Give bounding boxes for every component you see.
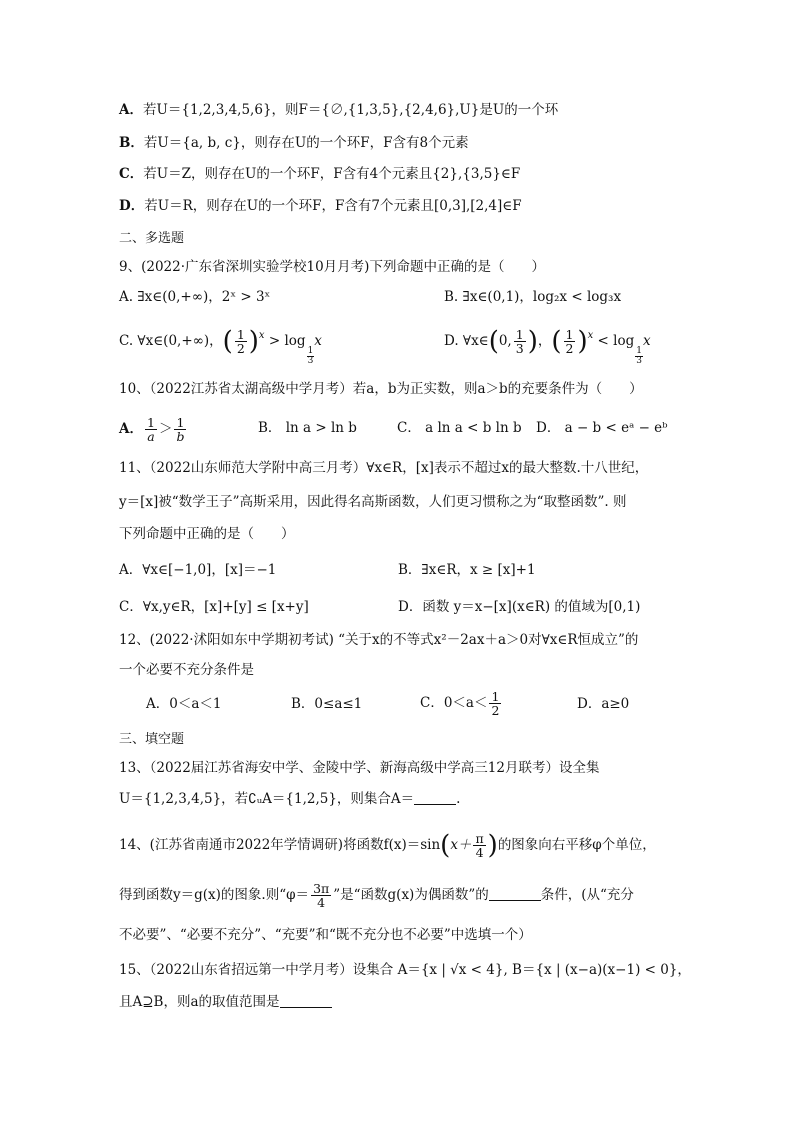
q9-option-d[interactable]: D. ∀x∈(0, $\frac{1}{3}$ )，( $\frac{1}{2}$ )$^x$ < log $\frac{1}{3}$ x [444, 326, 651, 366]
section-multiple-choice-heading: 二、多选题 [119, 231, 185, 246]
fraction-1-over-a: $\frac{1}{a}$ [146, 415, 155, 444]
fraction-one-half-d: $\frac{1}{2}$ [565, 327, 574, 356]
q12-line2: 一个必要不充分条件是 [119, 662, 254, 678]
section-fill-in-heading: 三、填空题 [119, 732, 185, 747]
q15-answer-blank[interactable] [280, 993, 332, 1008]
fraction-one-third: $\frac{1}{3}$ [515, 327, 524, 356]
q11-line3: 下列命题中正确的是（ ） [119, 526, 295, 542]
q8-option-b[interactable]: B．若U＝{a, b, c}，则存在U的一个环F，F含有8个元素 [119, 135, 469, 151]
q13-answer-blank[interactable] [414, 790, 456, 805]
q14-line3: 不必要”、“必要不充分”、“充要”和“既不充分也不必要”中选填一个） [119, 927, 532, 943]
q12-option-c[interactable]: C．0＜a＜ $\frac{1}{2}$ [420, 689, 500, 718]
q10-option-d[interactable]: D． a − b < eᵃ − eᵇ [536, 420, 668, 436]
q9-stem: 9、(2022·广东省深圳实验学校10月月考)下列命题中正确的是（ ） [119, 259, 545, 275]
q14-line1: 14、(江苏省南通市2022年学情调研)将函数f(x)＝sin(x＋ $\frac{\pi}{4}$ )的图象向右平移φ个单位， [119, 830, 656, 861]
q15-line1: 15、（2022山东省招远第一中学月考）设集合 A＝{x | √x < 4}, B＝{x | (x−a)(x−1) < 0}， [119, 962, 691, 978]
q11-line2: y＝[x]被“数学王子”高斯采用，因此得名高斯函数，人们更习惯称之为“取整函数”. 则 [119, 494, 627, 510]
q10-stem: 10、（2022江苏省太湖高级中学月考）若a，b为正实数，则a＞b的充要条件为（ ） [119, 381, 643, 397]
q13-line2: U＝{1,2,3,4,5}，若∁ᵤA＝{1,2,5}，则集合A＝ . [119, 791, 461, 807]
fraction-1-over-b: $\frac{1}{b}$ [176, 415, 185, 444]
q12-option-a[interactable]: A．0＜a＜1 [146, 696, 222, 712]
q9-option-c[interactable]: C. ∀x∈(0,+∞)，( $\frac{1}{2}$ )$^x$ > log $\frac{1}{3}$ x [119, 326, 322, 366]
q8-option-a[interactable]: A．若U＝{1,2,3,4,5,6}，则F＝{∅,{1,3,5},{2,4,6},U}是U的一个环 [119, 102, 559, 118]
q12-line1: 12、(2022·沭阳如东中学期初考试) “关于x的不等式x²－2ax＋a＞0对∀x∈R恒成立”的 [119, 632, 639, 648]
q11-line1: 11、（2022山东师范大学附中高三月考）∀x∈R，[x]表示不超过x的最大整数.十八世纪， [119, 460, 649, 476]
q11-option-c[interactable]: C．∀x,y∈R，[x]+[y] ≤ [x+y] [119, 599, 309, 615]
q10-option-a[interactable]: A． $\frac{1}{a}$ ＞ $\frac{1}{b}$ [119, 415, 185, 444]
fraction-3pi-over-4: $\frac{3\pi}{4}$ [313, 881, 330, 910]
q9-option-b[interactable]: B. ∃x∈(0,1)，log₂x < log₃x [444, 289, 622, 305]
q9-option-a[interactable]: A. ∃x∈(0,+∞)，2ˣ > 3ˣ [119, 289, 271, 305]
q13-line1: 13、（2022届江苏省海安中学、金陵中学、新海高级中学高三12月联考）设全集 [119, 760, 600, 776]
q11-option-d[interactable]: D．函数 y＝x−[x](x∈R) 的值域为[0,1) [398, 599, 641, 615]
q10-option-b[interactable]: B． ln a > ln b [258, 420, 357, 436]
q15-line2: 且A⊇B，则a的取值范围是 [119, 992, 332, 1012]
q12-option-b[interactable]: B．0≤a≤1 [291, 696, 363, 712]
fraction-pi-over-4: $\frac{\pi}{4}$ [475, 831, 484, 860]
q10-option-c[interactable]: C． a ln a < b ln b [397, 420, 522, 436]
fraction-one-half: $\frac{1}{2}$ [236, 327, 245, 356]
q12-option-d[interactable]: D．a≥0 [577, 696, 630, 712]
q11-option-b[interactable]: B．∃x∈R，x ≥ [x]+1 [398, 562, 536, 578]
q14-line2: 得到函数y＝g(x)的图象.则“φ＝ $\frac{3\pi}{4}$ ”是“函数g(x)为偶函数”的 条件，(从“充分 [119, 881, 634, 910]
q8-option-d[interactable]: D．若U＝R，则存在U的一个环F，F含有7个元素且[0,3],[2,4]∈F [119, 198, 522, 214]
q8-option-c[interactable]: C．若U＝Z，则存在U的一个环F，F含有4个元素且{2},{3,5}∈F [119, 166, 521, 182]
fraction-one-half-q12: $\frac{1}{2}$ [491, 689, 500, 718]
q11-option-a[interactable]: A．∀x∈[−1,0]，[x]＝−1 [119, 562, 277, 578]
log-base-one-third-d: $\frac{1}{3}$ [636, 346, 642, 366]
q14-answer-blank[interactable] [489, 886, 541, 901]
log-base-one-third: $\frac{1}{3}$ [307, 346, 314, 366]
